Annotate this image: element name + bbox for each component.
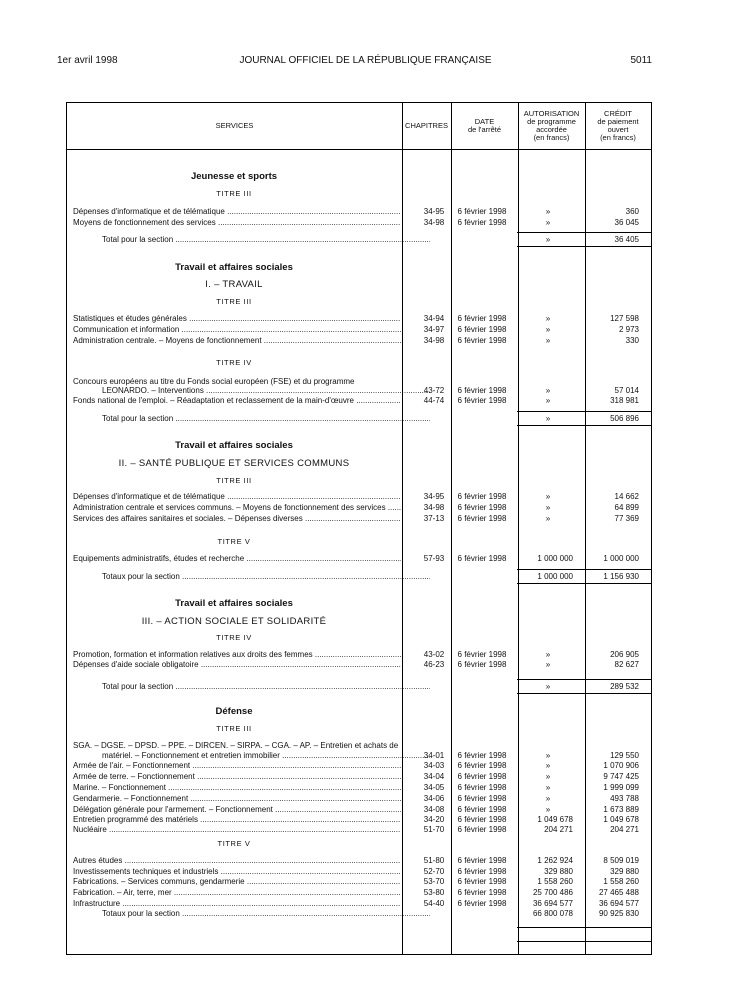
table-row [66, 660, 652, 670]
chapitre-cell: 34-95 [423, 207, 445, 216]
section-heading: Travail et affaires sociales [175, 598, 293, 609]
chapitre-cell: 34-06 [423, 794, 445, 803]
service-label: Moyens de fonctionnement des services ..... [73, 218, 401, 228]
chapitre-cell: 57-93 [423, 554, 445, 563]
service-label: Infrastructure ..... [73, 899, 401, 909]
service-label: Gendarmerie. – Fonctionnement ..... [73, 794, 401, 804]
service-label: Nucléaire ..... [73, 825, 401, 835]
table-row [66, 503, 652, 513]
credit-cell: 493 788 [610, 794, 639, 803]
table-row [66, 856, 652, 866]
credit-cell: 8 509 019 [603, 856, 639, 865]
total-rule [517, 569, 652, 570]
autorisation-cell: » [545, 207, 551, 216]
date-cell: 6 février 1998 [457, 396, 507, 405]
autorisation-cell: » [545, 772, 551, 781]
section-heading: Défense [215, 706, 253, 717]
chapitre-cell: 34-98 [423, 218, 445, 227]
table-row [66, 899, 652, 909]
chapitre-cell: 34-04 [423, 772, 445, 781]
total-rule [517, 246, 652, 247]
date-cell: 6 février 1998 [457, 314, 507, 323]
col-header-autorisation [518, 103, 585, 149]
subsection-heading: II. – SANTÉ PUBLIQUE ET SERVICES COMMUNS [118, 458, 350, 469]
credit-cell: 14 662 [614, 492, 639, 501]
table-row [66, 772, 652, 782]
total-rule [517, 941, 652, 942]
table-row [66, 554, 652, 564]
header-journal-title: JOURNAL OFFICIEL DE LA RÉPUBLIQUE FRANÇAISE [239, 55, 492, 66]
total-rule [517, 679, 652, 680]
service-label: Dépenses d'informatique et de télématique ..... [73, 207, 401, 217]
credit-cell: 318 981 [610, 396, 639, 405]
chapitre-cell: 34-94 [423, 314, 445, 323]
service-label: Totaux pour la section ..... [102, 909, 430, 919]
chapitre-cell: 34-03 [423, 761, 445, 770]
service-label: Fonds national de l'emploi. – Réadaptation et reclassement de la main-d'œuvre ..... [73, 396, 401, 406]
credit-cell: 1 000 000 [603, 554, 639, 563]
col-header-date [451, 103, 518, 149]
chapitre-cell: 34-98 [423, 503, 445, 512]
total-rule [517, 693, 652, 694]
date-cell: 6 février 1998 [457, 207, 507, 216]
chapitre-cell: 46-23 [423, 660, 445, 669]
chapitre-cell: 52-70 [423, 867, 445, 876]
table-row [66, 386, 652, 396]
autorisation-cell: 25 700 486 [532, 888, 573, 897]
service-label: Communication et information ..... [73, 325, 401, 335]
autorisation-cell: » [545, 805, 551, 814]
date-cell: 6 février 1998 [457, 554, 507, 563]
table-row [66, 741, 652, 751]
titre-heading: TITRE III [216, 724, 252, 733]
autorisation-cell: » [545, 325, 551, 334]
date-cell: 6 février 1998 [457, 650, 507, 659]
chapitre-cell: 51-70 [423, 825, 445, 834]
autorisation-cell: 1 558 260 [537, 877, 573, 886]
titre-heading: TITRE III [216, 189, 252, 198]
service-label: Dépenses d'informatique et de télématique ..... [73, 492, 401, 502]
credit-cell: 9 747 425 [603, 772, 639, 781]
col-header-credit-line: de paiement [597, 117, 639, 126]
service-label: Administration centrale. – Moyens de fonctionnement ..... [73, 336, 401, 346]
autorisation-cell: » [545, 336, 551, 345]
col-header-autorisation-line: de programme [527, 117, 576, 126]
autorisation-cell: » [545, 314, 551, 323]
table-row [66, 218, 652, 228]
table-row [66, 805, 652, 815]
service-label: Fabrication. – Air, terre, mer ..... [73, 888, 401, 898]
service-label: Entretien programmé des matériels ..... [73, 815, 401, 825]
table-row [66, 650, 652, 660]
date-cell: 6 février 1998 [457, 805, 507, 814]
col-header-services [67, 103, 402, 149]
credit-cell: 330 [625, 336, 639, 345]
table-row [66, 783, 652, 793]
credit-cell: 27 465 488 [598, 888, 639, 897]
credit-cell: 289 532 [610, 682, 639, 691]
autorisation-cell: » [545, 492, 551, 501]
date-cell: 6 février 1998 [457, 325, 507, 334]
col-header-services-label: SERVICES [215, 121, 254, 130]
service-label: matériel. – Fonctionnement et entretien immobilier ..... [102, 751, 430, 761]
credit-cell: 77 369 [614, 514, 639, 523]
credit-cell: 64 899 [614, 503, 639, 512]
autorisation-cell: 204 271 [544, 825, 573, 834]
table-row [66, 325, 652, 335]
credit-cell: 206 905 [610, 650, 639, 659]
col-header-autorisation-line: AUTORISATION [523, 109, 580, 118]
credit-cell: 1 673 889 [603, 805, 639, 814]
service-label: SGA. – DGSE. – DPSD. – PPE. – DIRCEN. – SIRPA. – CGA. – AP. – Entretien et achats de [73, 741, 399, 750]
table-row [66, 207, 652, 217]
autorisation-cell: 1 000 000 [537, 572, 573, 581]
credit-cell: 36 405 [614, 235, 639, 244]
service-label: Total pour la section ..... [102, 235, 430, 245]
service-label: Armée de terre. – Fonctionnement ..... [73, 772, 401, 782]
autorisation-cell: » [545, 682, 551, 691]
autorisation-cell: » [545, 414, 551, 423]
date-cell: 6 février 1998 [457, 386, 507, 395]
credit-cell: 36 694 577 [598, 899, 639, 908]
col-header-credit-line: CRÉDIT [604, 109, 632, 118]
service-label: Délégation générale pour l'armement. – Fonctionnement ..... [73, 805, 401, 815]
date-cell: 6 février 1998 [457, 899, 507, 908]
table-row [66, 314, 652, 324]
date-cell: 6 février 1998 [457, 867, 507, 876]
date-cell: 6 février 1998 [457, 492, 507, 501]
table-row [66, 794, 652, 804]
service-label: Promotion, formation et information relatives aux droits des femmes ..... [73, 650, 401, 660]
credit-cell: 1 156 930 [603, 572, 639, 581]
total-row [66, 682, 652, 692]
autorisation-cell: » [545, 660, 551, 669]
total-row [66, 235, 652, 245]
autorisation-cell: 36 694 577 [532, 899, 573, 908]
section-heading: Travail et affaires sociales [175, 440, 293, 451]
credit-cell: 204 271 [610, 825, 639, 834]
titre-heading: TITRE V [217, 537, 251, 546]
service-label: Administration centrale et services communs. – Moyens de fonctionnement des services ..... [73, 503, 401, 513]
total-rule [517, 425, 652, 426]
service-label: Fabrications. – Services communs, gendarmerie ..... [73, 877, 401, 887]
table-row [66, 825, 652, 835]
titre-heading: TITRE IV [216, 633, 252, 642]
titre-heading: TITRE III [216, 476, 252, 485]
subsection-heading: III. – ACTION SOCIALE ET SOLIDARITÉ [141, 616, 327, 627]
col-header-credit-line: ouvert [607, 125, 629, 134]
chapitre-cell: 34-08 [423, 805, 445, 814]
date-cell: 6 février 1998 [457, 514, 507, 523]
autorisation-cell: » [545, 650, 551, 659]
col-header-date-line: de l'arrêté [467, 125, 502, 134]
credit-cell: 1 070 906 [603, 761, 639, 770]
table-row [66, 751, 652, 761]
chapitre-cell: 34-20 [423, 815, 445, 824]
header-separator [67, 149, 651, 150]
total-row [66, 572, 652, 582]
autorisation-cell: » [545, 386, 551, 395]
chapitre-cell: 34-05 [423, 783, 445, 792]
autorisation-cell: » [545, 751, 551, 760]
autorisation-cell: » [545, 235, 551, 244]
service-label: Dépenses d'aide sociale obligatoire ..... [73, 660, 401, 670]
autorisation-cell: » [545, 503, 551, 512]
credit-cell: 36 045 [614, 218, 639, 227]
credit-cell: 506 896 [610, 414, 639, 423]
col-header-autorisation-line: (en francs) [533, 133, 570, 142]
service-label: Armée de l'air. – Fonctionnement ..... [73, 761, 401, 771]
table-row [66, 396, 652, 406]
service-label: Concours européens au titre du Fonds social européen (FSE) et du programme [73, 377, 355, 386]
credit-cell: 90 925 830 [598, 909, 639, 918]
total-rule [517, 583, 652, 584]
autorisation-cell: 329 880 [544, 867, 573, 876]
autorisation-cell: » [545, 783, 551, 792]
autorisation-cell: 66 800 078 [532, 909, 573, 918]
credit-cell: 2 973 [618, 325, 639, 334]
titre-heading: TITRE V [217, 839, 251, 848]
service-label: Marine. – Fonctionnement ..... [73, 783, 401, 793]
header-page-number: 5011 [630, 55, 652, 66]
chapitre-cell: 34-97 [423, 325, 445, 334]
autorisation-cell: 1 049 678 [537, 815, 573, 824]
col-header-autorisation-line: accordée [536, 125, 567, 134]
date-cell: 6 février 1998 [457, 751, 507, 760]
service-label: Totaux pour la section ..... [102, 572, 430, 582]
date-cell: 6 février 1998 [457, 783, 507, 792]
date-cell: 6 février 1998 [457, 761, 507, 770]
table-row [66, 336, 652, 346]
total-rule [517, 411, 652, 412]
table-row [66, 867, 652, 877]
chapitre-cell: 51-80 [423, 856, 445, 865]
table-row [66, 815, 652, 825]
autorisation-cell: 1 000 000 [537, 554, 573, 563]
credit-cell: 1 558 260 [603, 877, 639, 886]
col-header-chapitres [402, 103, 451, 149]
total-rule [517, 232, 652, 233]
autorisation-cell: » [545, 396, 551, 405]
subsection-heading: I. – TRAVAIL [205, 279, 263, 290]
date-cell: 6 février 1998 [457, 877, 507, 886]
credit-cell: 82 627 [614, 660, 639, 669]
service-label: Total pour la section ..... [102, 414, 430, 424]
date-cell: 6 février 1998 [457, 825, 507, 834]
service-label: Autres études ..... [73, 856, 401, 866]
total-row [66, 909, 652, 919]
credit-cell: 57 014 [614, 386, 639, 395]
date-cell: 6 février 1998 [457, 336, 507, 345]
col-header-chapitres-label: CHAPITRES [405, 121, 448, 130]
credit-cell: 127 598 [610, 314, 639, 323]
service-label: Services des affaires sanitaires et sociales. – Dépenses diverses ..... [73, 514, 401, 524]
autorisation-cell: » [545, 218, 551, 227]
chapitre-cell: 43-72 [423, 386, 445, 395]
date-cell: 6 février 1998 [457, 503, 507, 512]
chapitre-cell: 34-95 [423, 492, 445, 501]
date-cell: 6 février 1998 [457, 856, 507, 865]
titre-heading: TITRE IV [216, 358, 252, 367]
total-rule [517, 927, 652, 928]
section-heading: Travail et affaires sociales [175, 262, 293, 273]
autorisation-cell: » [545, 514, 551, 523]
table-row [66, 888, 652, 898]
date-cell: 6 février 1998 [457, 794, 507, 803]
total-row [66, 414, 652, 424]
chapitre-cell: 43-02 [423, 650, 445, 659]
service-label: Statistiques et études générales ..... [73, 314, 401, 324]
header-date: 1er avril 1998 [57, 55, 118, 66]
chapitre-cell: 37-13 [423, 514, 445, 523]
titre-heading: TITRE III [216, 297, 252, 306]
service-label: Equipements administratifs, études et recherche ..... [73, 554, 401, 564]
service-label: Total pour la section ..... [102, 682, 430, 692]
chapitre-cell: 53-80 [423, 888, 445, 897]
credit-cell: 1 999 099 [603, 783, 639, 792]
chapitre-cell: 34-98 [423, 336, 445, 345]
credit-cell: 129 550 [610, 751, 639, 760]
chapitre-cell: 53-70 [423, 877, 445, 886]
date-cell: 6 février 1998 [457, 660, 507, 669]
credit-cell: 329 880 [610, 867, 639, 876]
col-header-credit-line: (en francs) [600, 133, 636, 142]
chapitre-cell: 44-74 [423, 396, 445, 405]
chapitre-cell: 54-40 [423, 899, 445, 908]
credit-cell: 360 [625, 207, 639, 216]
date-cell: 6 février 1998 [457, 772, 507, 781]
table-row [66, 514, 652, 524]
credit-cell: 1 049 678 [603, 815, 639, 824]
autorisation-cell: » [545, 761, 551, 770]
chapitre-cell: 34-01 [423, 751, 445, 760]
service-label: Investissements techniques et industriels ..... [73, 867, 401, 877]
table-row [66, 877, 652, 887]
autorisation-cell: 1 262 924 [537, 856, 573, 865]
col-header-credit [585, 103, 651, 149]
date-cell: 6 février 1998 [457, 815, 507, 824]
col-header-date-line: DATE [474, 117, 495, 126]
section-heading: Jeunesse et sports [190, 171, 278, 182]
date-cell: 6 février 1998 [457, 218, 507, 227]
table-row [66, 761, 652, 771]
autorisation-cell: » [545, 794, 551, 803]
table-row [66, 492, 652, 502]
service-label: LEONARDO. – Interventions ..... [102, 386, 430, 396]
date-cell: 6 février 1998 [457, 888, 507, 897]
